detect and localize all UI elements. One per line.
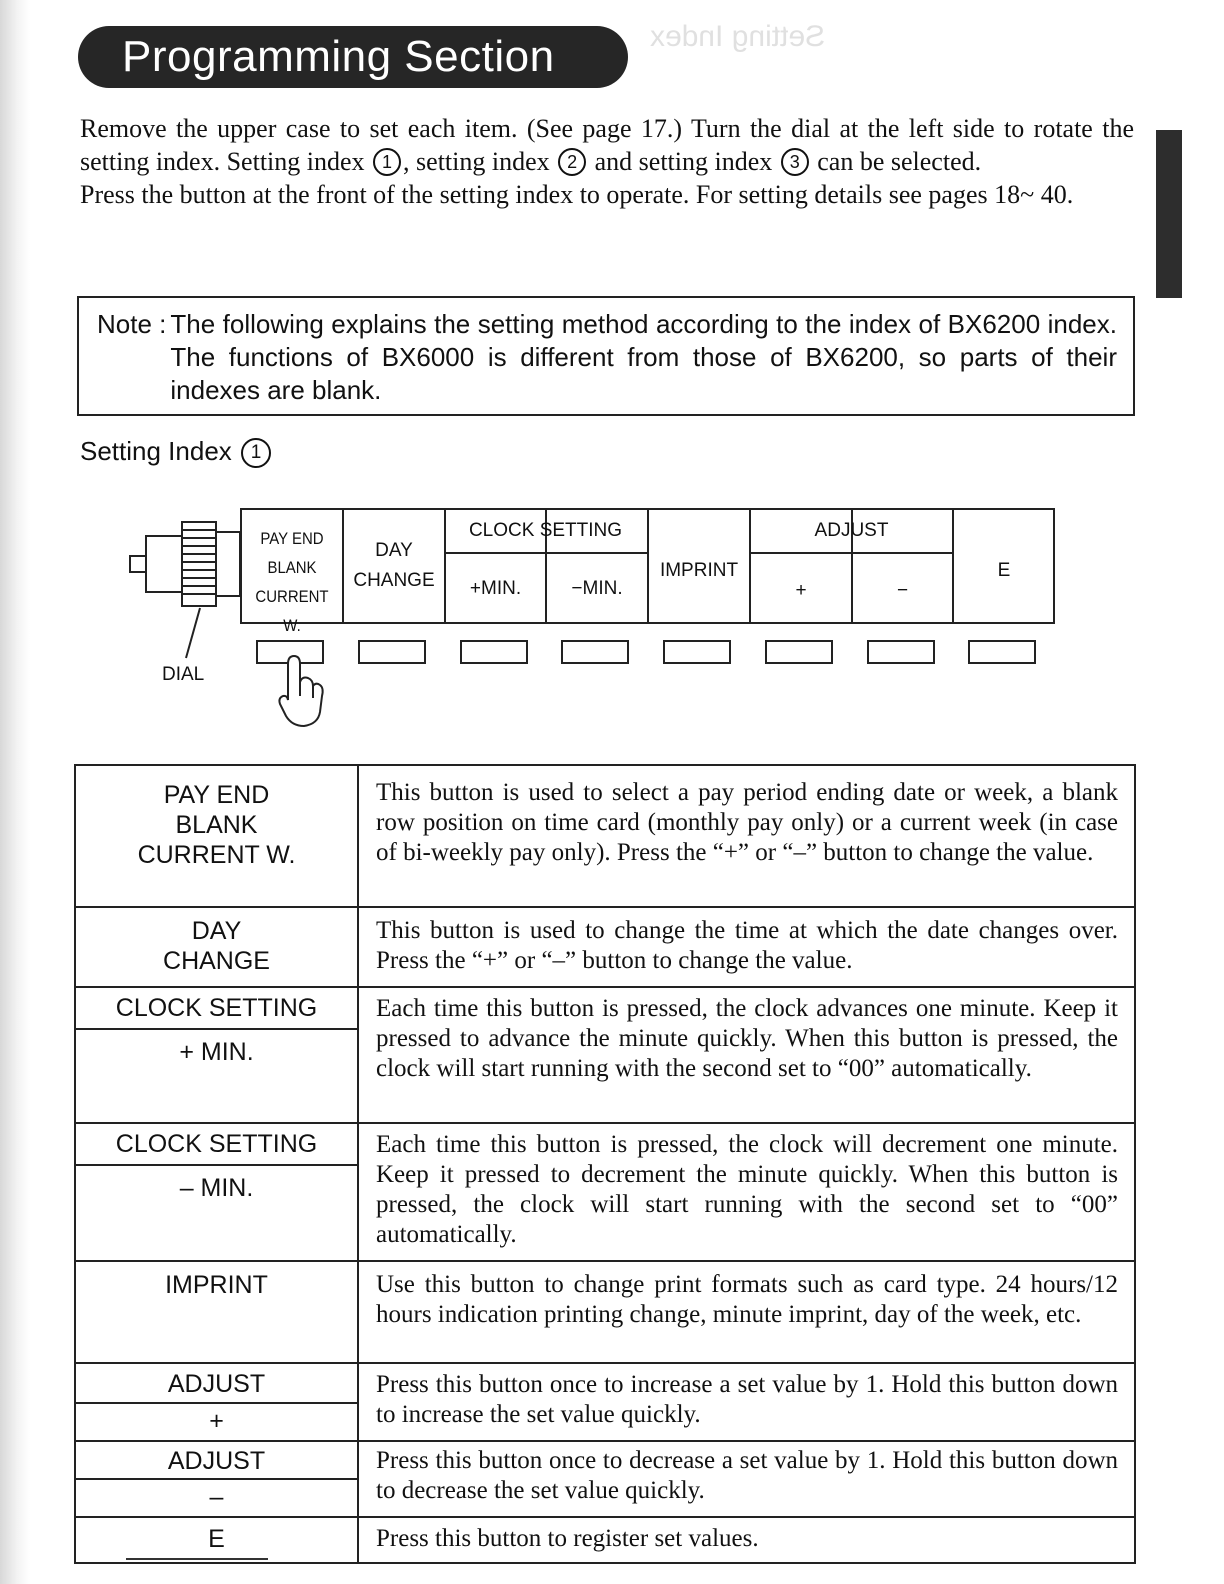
index-panel — [240, 508, 1055, 635]
row-description: Each time this button is pressed, the clock will decrement one minute. Keep it pressed to decrement the minute quickly. When this button is pressed, the clock will start running with the second set to “00” automatically. — [376, 1131, 1118, 1248]
row-description: Press this button to register set values. — [376, 1525, 759, 1552]
e-button[interactable] — [968, 640, 1036, 664]
day-change-button[interactable] — [358, 640, 426, 664]
page-edge-shadow — [0, 0, 30, 1584]
row-description: This button is used to select a pay period ending date or week, a blank row position on time card (monthly pay only) or a current week (in case of bi-weekly pay only). Press the “+” or “–” button to change the value. — [376, 779, 1118, 866]
adjust-plus-button[interactable] — [765, 640, 833, 664]
index-3-circle: 3 — [781, 148, 809, 176]
table-row — [76, 906, 1134, 986]
plus-min-button[interactable] — [460, 640, 528, 664]
row-label: E — [76, 1518, 359, 1562]
table-row — [76, 1440, 1134, 1516]
row-label: IMPRINT — [76, 1262, 359, 1362]
intro-paragraph-1: Remove the upper case to set each item. (See page 17.) Turn the dial at the left side to rotate the setting index. Setting index 1 , setting index 2 and setting index 3 can be selected. — [80, 114, 1134, 176]
adjust-underline — [749, 552, 952, 554]
row-label: ADJUST + — [76, 1364, 359, 1440]
footer-rule — [126, 1558, 268, 1560]
minus-min-button[interactable] — [561, 640, 629, 664]
intro-paragraph-2: Press the button at the front of the setting index to operate. For setting details see pages 18~ 40. — [80, 180, 1074, 209]
clock-setting-index-label: CLOCK SETTING — [468, 520, 623, 541]
row-label: ADJUST – — [76, 1442, 359, 1516]
row-description: This button is used to change the time at which the date changes over. Press the “+” or “–” button to change the value. — [376, 917, 1118, 974]
adjust-index-label: ADJUST — [814, 520, 889, 541]
section-title: Programming Section — [78, 26, 628, 88]
button-description-table — [74, 764, 1136, 1564]
row-label: CLOCK SETTING + MIN. — [76, 988, 359, 1122]
table-row — [76, 1260, 1134, 1362]
day-change-index-label: DAY CHANGE — [353, 540, 435, 591]
note-text: The following explains the setting method according to the index of BX6200 index. The functions of BX6000 is different from those of BX6200, so parts of their indexes are blank. — [170, 309, 1117, 405]
table-row — [76, 766, 1134, 906]
index-1-circle: 1 — [241, 438, 271, 468]
chapter-tab — [1156, 130, 1182, 298]
adjust-minus-button[interactable] — [867, 640, 935, 664]
bleed-through-text: Setting Index — [650, 20, 826, 53]
index-1-circle: 1 — [373, 148, 401, 176]
dial-label: DIAL — [162, 664, 205, 685]
adjust-minus-index-label: − — [896, 580, 909, 601]
table-row — [76, 1516, 1134, 1562]
clock-setting-underline — [444, 552, 647, 554]
index-2-circle: 2 — [558, 148, 586, 176]
setting-index-diagram — [120, 500, 1070, 740]
minus-min-index-label: −MIN. — [571, 578, 623, 599]
row-label: DAY CHANGE — [76, 908, 359, 986]
note-label: Note : — [97, 309, 167, 339]
setting-index-heading: Setting Index 1 — [80, 436, 273, 468]
imprint-index-label: IMPRINT — [659, 560, 739, 581]
row-description: Each time this button is pressed, the clock advances one minute. Keep it pressed to advance the minute quickly. When this button is pressed, the clock will start running with the second set to “00” automatically. — [376, 995, 1118, 1082]
note-box — [77, 296, 1135, 416]
table-row — [76, 986, 1134, 1122]
adjust-plus-index-label: + — [795, 580, 807, 601]
table-row — [76, 1362, 1134, 1440]
e-index-label: E — [997, 560, 1011, 581]
row-label: PAY END BLANK CURRENT W. — [76, 766, 359, 906]
row-description: Press this button once to decrease a set value by 1. Hold this button down to decrease the set value quickly. — [376, 1447, 1118, 1504]
plus-min-index-label: +MIN. — [469, 578, 522, 599]
pay-end-index-label: PAY END BLANK CURRENT W. — [255, 529, 329, 635]
intro-text — [80, 112, 1134, 211]
row-description: Press this button once to increase a set value by 1. Hold this button down to increase the set value quickly. — [376, 1371, 1118, 1428]
imprint-button[interactable] — [663, 640, 731, 664]
row-label: CLOCK SETTING – MIN. — [76, 1124, 359, 1260]
pointing-hand-icon — [276, 652, 326, 730]
row-description: Use this button to change print formats such as card type. 24 hours/12 hours indication printing change, minute imprint, day of the week, etc. — [376, 1271, 1118, 1328]
table-row — [76, 1122, 1134, 1260]
